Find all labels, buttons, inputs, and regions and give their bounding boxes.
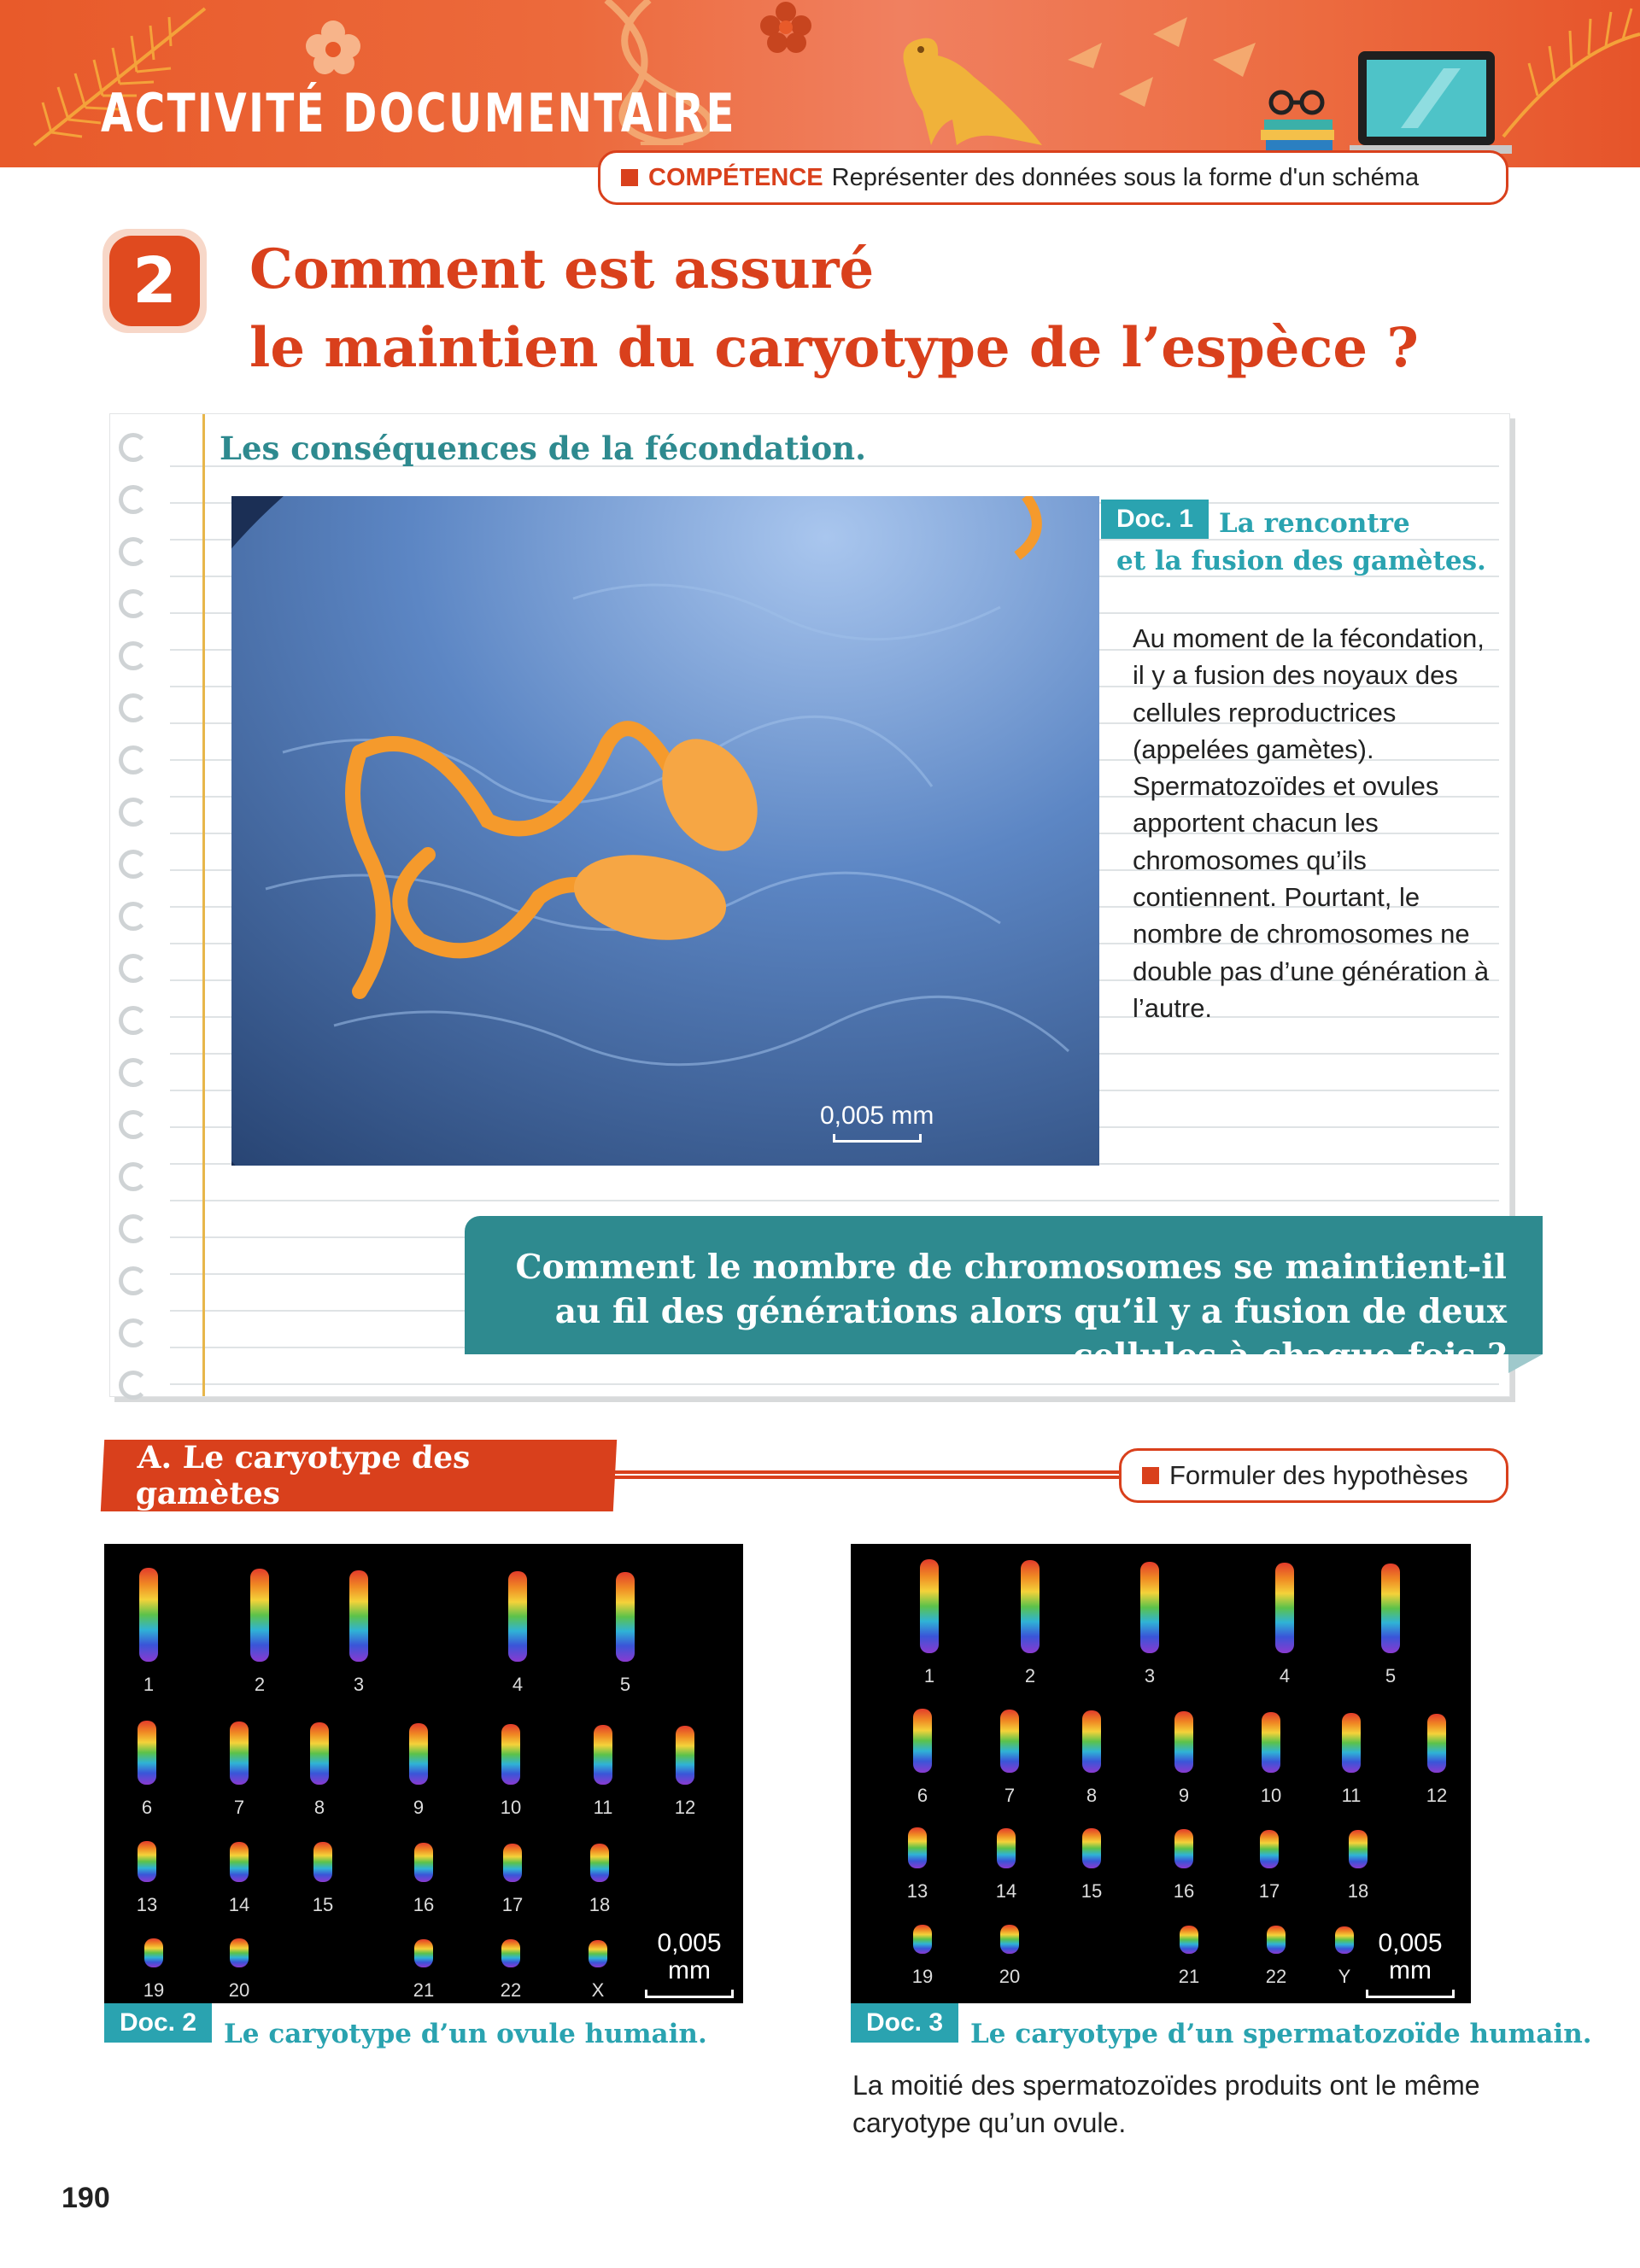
dinosaur-icon bbox=[871, 17, 1042, 154]
notebook-ring-icon bbox=[119, 1006, 148, 1035]
notebook-ring-icon bbox=[119, 798, 148, 827]
chromosome-14 bbox=[230, 1842, 249, 1882]
doc1-tag: Doc. 1 bbox=[1101, 500, 1209, 539]
square-bullet-icon bbox=[621, 169, 638, 186]
question-box: Comment le nombre de chromosomes se maintient-il au fil des générations alors qu’il y a fusion de deux cellules à chaque fois ? bbox=[465, 1216, 1543, 1354]
chromosome-label: 22 bbox=[500, 1979, 522, 2001]
chromosome-label: 17 bbox=[501, 1894, 524, 1915]
title-line-1: Comment est assuré bbox=[249, 237, 875, 301]
chromosome-22 bbox=[1267, 1926, 1286, 1954]
chromosome-8 bbox=[1082, 1710, 1101, 1773]
scale-bar-icon bbox=[645, 1990, 734, 1998]
photo-scale-label: 0,005 mm bbox=[820, 1102, 934, 1130]
chromosome-18 bbox=[1349, 1830, 1368, 1868]
chromosome-label: 7 bbox=[1004, 1785, 1016, 1806]
competence-text: Représenter des données sous la forme d'un schéma bbox=[831, 163, 1420, 191]
page-number: 190 bbox=[62, 2182, 110, 2214]
chromosome-12 bbox=[1427, 1714, 1446, 1773]
chromosome-17 bbox=[503, 1844, 522, 1882]
chromosome-13 bbox=[138, 1841, 156, 1882]
question-fold bbox=[1508, 1354, 1543, 1373]
notebook-ring-icon bbox=[119, 1214, 148, 1243]
chromosome-label: 18 bbox=[589, 1894, 611, 1915]
notebook-ring-icon bbox=[119, 693, 148, 722]
chromosome-label: 18 bbox=[1347, 1880, 1369, 1902]
doc1-text: Au moment de la fécondation, il y a fusion des noyaux des cellules reproductrices (appelées gamètes). Spermatozoïdes et ovules apportent chacun les chromosomes qu’ils contiennent. Pourtant, le nombre de chromosomes ne double pas d’une génération à l’autre. bbox=[1133, 623, 1490, 1023]
chromosome-7 bbox=[1000, 1710, 1019, 1773]
doc2-scale-bar bbox=[642, 1930, 736, 1998]
doc2-scale-unit: mm bbox=[668, 1956, 711, 1984]
chromosome-2 bbox=[250, 1569, 269, 1662]
chromosome-7 bbox=[230, 1721, 249, 1785]
chromosome-17 bbox=[1260, 1830, 1279, 1868]
chromosome-4 bbox=[508, 1571, 527, 1662]
notebook-subtitle: Les conséquences de la fécondation. bbox=[220, 430, 866, 467]
chromosome-label: 1 bbox=[143, 1674, 155, 1695]
chromosome-8 bbox=[310, 1722, 329, 1785]
notebook-margin-line bbox=[202, 414, 205, 1396]
chromosome-X bbox=[589, 1940, 607, 1967]
chromosome-16 bbox=[1174, 1829, 1193, 1868]
section-a-title bbox=[101, 1440, 617, 1511]
chromosome-label: 1 bbox=[923, 1665, 935, 1686]
chromosome-label: 20 bbox=[228, 1979, 250, 2001]
chromosome-label: Y bbox=[1338, 1966, 1351, 1987]
notebook-ring-icon bbox=[119, 1162, 148, 1191]
chromosome-label: 13 bbox=[136, 1894, 158, 1915]
chromosome-label: 22 bbox=[1265, 1966, 1287, 1987]
chromosome-1 bbox=[920, 1559, 939, 1653]
chromosome-label: 15 bbox=[1081, 1880, 1103, 1902]
chromosome-label: 9 bbox=[1178, 1785, 1190, 1806]
notebook-ring-icon bbox=[119, 1058, 148, 1087]
chromosome-16 bbox=[414, 1843, 433, 1882]
chromosome-1 bbox=[139, 1568, 158, 1662]
notebook-rule bbox=[170, 1200, 1499, 1201]
notebook-ring-icon bbox=[119, 850, 148, 879]
chromosome-5 bbox=[616, 1572, 635, 1662]
square-bullet-icon bbox=[1142, 1467, 1159, 1484]
skill-text: Formuler des hypothèses bbox=[1169, 1460, 1468, 1490]
banner-title: ACTIVITÉ DOCUMENTAIRE bbox=[101, 82, 736, 144]
scale-bar-icon bbox=[833, 1134, 922, 1143]
chromosome-15 bbox=[313, 1842, 332, 1882]
chromosome-label: 3 bbox=[1144, 1665, 1156, 1686]
chromosome-18 bbox=[590, 1844, 609, 1882]
chromosome-label: 8 bbox=[313, 1797, 325, 1818]
notebook-ring-icon bbox=[119, 433, 148, 462]
doc3-karyotype-image bbox=[851, 1544, 1471, 2003]
activity-number-badge bbox=[102, 229, 207, 333]
flower-dark-icon bbox=[752, 0, 820, 60]
chromosome-label: 2 bbox=[1024, 1665, 1036, 1686]
chromosome-label: 6 bbox=[917, 1785, 928, 1806]
header-banner bbox=[0, 0, 1640, 167]
chromosome-13 bbox=[908, 1827, 927, 1868]
chromosome-label: 16 bbox=[413, 1894, 435, 1915]
doc3-scale-bar bbox=[1363, 1930, 1457, 1998]
scale-bar-icon bbox=[1366, 1990, 1455, 1998]
notebook-ring-icon bbox=[119, 641, 148, 670]
notebook-ring-icon bbox=[119, 954, 148, 983]
books-glasses-icon bbox=[1256, 77, 1341, 154]
chromosome-label: X bbox=[591, 1979, 605, 2001]
chromosome-label: 5 bbox=[1385, 1665, 1397, 1686]
chromosome-label: 3 bbox=[353, 1674, 365, 1695]
flower-icon bbox=[299, 17, 367, 77]
doc3-caption: Le caryotype d’un spermatozoïde humain. bbox=[970, 2019, 1592, 2049]
fertilization-photo bbox=[231, 496, 1099, 1166]
notebook-ring-icon bbox=[119, 745, 148, 775]
chromosome-label: 2 bbox=[254, 1674, 266, 1695]
chromosome-22 bbox=[501, 1939, 520, 1967]
chromosome-label: 21 bbox=[413, 1979, 435, 2001]
chromosome-label: 6 bbox=[141, 1797, 153, 1818]
notebook-ring-icon bbox=[119, 537, 148, 566]
chromosome-label: 11 bbox=[1341, 1785, 1362, 1806]
chromosome-label: 15 bbox=[312, 1894, 334, 1915]
chromosome-label: 19 bbox=[143, 1979, 165, 2001]
competence-label: COMPÉTENCE bbox=[648, 163, 823, 191]
doc3-text: La moitié des spermatozoïdes produits ont le même caryotype qu’un ovule. bbox=[852, 2070, 1480, 2138]
notebook-ring-icon bbox=[119, 589, 148, 618]
chromosome-label: 10 bbox=[1260, 1785, 1282, 1806]
chromosome-Y bbox=[1335, 1926, 1354, 1954]
chromosome-label: 21 bbox=[1178, 1966, 1200, 1987]
notebook-rule bbox=[170, 1383, 1499, 1385]
chromosome-label: 11 bbox=[593, 1797, 613, 1818]
chromosome-11 bbox=[1342, 1713, 1361, 1773]
doc2-caption: Le caryotype d’un ovule humain. bbox=[224, 2019, 707, 2049]
chromosome-10 bbox=[501, 1724, 520, 1785]
chromosome-3 bbox=[349, 1570, 368, 1662]
chromosome-12 bbox=[676, 1726, 694, 1785]
chromosome-20 bbox=[1000, 1925, 1019, 1954]
notebook-ring-icon bbox=[119, 1318, 148, 1347]
notebook-ring-icon bbox=[119, 902, 148, 931]
section-a-rule bbox=[610, 1470, 1122, 1479]
chromosome-21 bbox=[1180, 1926, 1198, 1954]
chromosome-2 bbox=[1021, 1560, 1040, 1653]
chromosome-label: 19 bbox=[911, 1966, 934, 1987]
notebook-ring-icon bbox=[119, 1371, 148, 1400]
chromosome-21 bbox=[414, 1939, 433, 1967]
chromosome-label: 14 bbox=[228, 1894, 250, 1915]
chromosome-6 bbox=[138, 1721, 156, 1785]
notebook-ring-icon bbox=[119, 1110, 148, 1139]
doc1-caption-line1: La rencontre bbox=[1219, 508, 1410, 539]
chromosome-label: 13 bbox=[906, 1880, 928, 1902]
chromosome-10 bbox=[1262, 1712, 1280, 1773]
chromosome-20 bbox=[230, 1938, 249, 1967]
fern-right-icon bbox=[1469, 0, 1640, 145]
chromosome-label: 9 bbox=[413, 1797, 425, 1818]
chromosome-6 bbox=[913, 1709, 932, 1773]
section-a-label: A. Le caryotype des gamètes bbox=[134, 1440, 472, 1511]
doc2-karyotype-image bbox=[104, 1544, 743, 2003]
notebook-ring-icon bbox=[119, 1266, 148, 1295]
chromosome-label: 4 bbox=[1279, 1665, 1291, 1686]
chromosome-label: 5 bbox=[619, 1674, 631, 1695]
skill-box bbox=[1119, 1448, 1508, 1503]
doc2-tag: Doc. 2 bbox=[104, 2003, 212, 2043]
chromosome-label: 8 bbox=[1086, 1785, 1098, 1806]
photo-scale-bar bbox=[820, 1102, 934, 1143]
chromosome-label: 12 bbox=[1426, 1785, 1448, 1806]
chromosome-label: 12 bbox=[674, 1797, 696, 1818]
chromosome-label: 4 bbox=[512, 1674, 524, 1695]
chromosome-19 bbox=[913, 1925, 932, 1954]
doc1-caption-line2: et la fusion des gamètes. bbox=[1116, 546, 1486, 576]
chromosome-15 bbox=[1082, 1828, 1101, 1868]
competence-box bbox=[598, 150, 1508, 205]
chromosome-label: 17 bbox=[1258, 1880, 1280, 1902]
sperm-cells-illustration bbox=[231, 496, 1099, 1166]
chromosome-label: 20 bbox=[999, 1966, 1021, 1987]
chromosome-5 bbox=[1381, 1564, 1400, 1653]
chromosome-9 bbox=[1174, 1711, 1193, 1773]
chromosome-label: 14 bbox=[995, 1880, 1017, 1902]
chromosome-14 bbox=[997, 1828, 1016, 1868]
chromosome-label: 7 bbox=[233, 1797, 245, 1818]
notebook-ring-icon bbox=[119, 485, 148, 514]
chromosome-3 bbox=[1140, 1562, 1159, 1653]
activity-number: 2 bbox=[109, 236, 200, 326]
chromosome-label: 10 bbox=[500, 1797, 522, 1818]
doc3-scale-value: 0,005 bbox=[1378, 1929, 1443, 1957]
chromosome-label: 16 bbox=[1173, 1880, 1195, 1902]
page-title bbox=[249, 231, 1445, 388]
doc3-tag: Doc. 3 bbox=[851, 2003, 958, 2043]
doc2-scale-value: 0,005 bbox=[657, 1929, 722, 1957]
chromosome-11 bbox=[594, 1725, 612, 1785]
chromosome-9 bbox=[409, 1723, 428, 1785]
title-line-2: le maintien du caryotype de l’espèce ? bbox=[249, 316, 1419, 380]
chromosome-4 bbox=[1275, 1563, 1294, 1653]
doc3-scale-unit: mm bbox=[1389, 1956, 1432, 1984]
chromosome-19 bbox=[144, 1938, 163, 1967]
